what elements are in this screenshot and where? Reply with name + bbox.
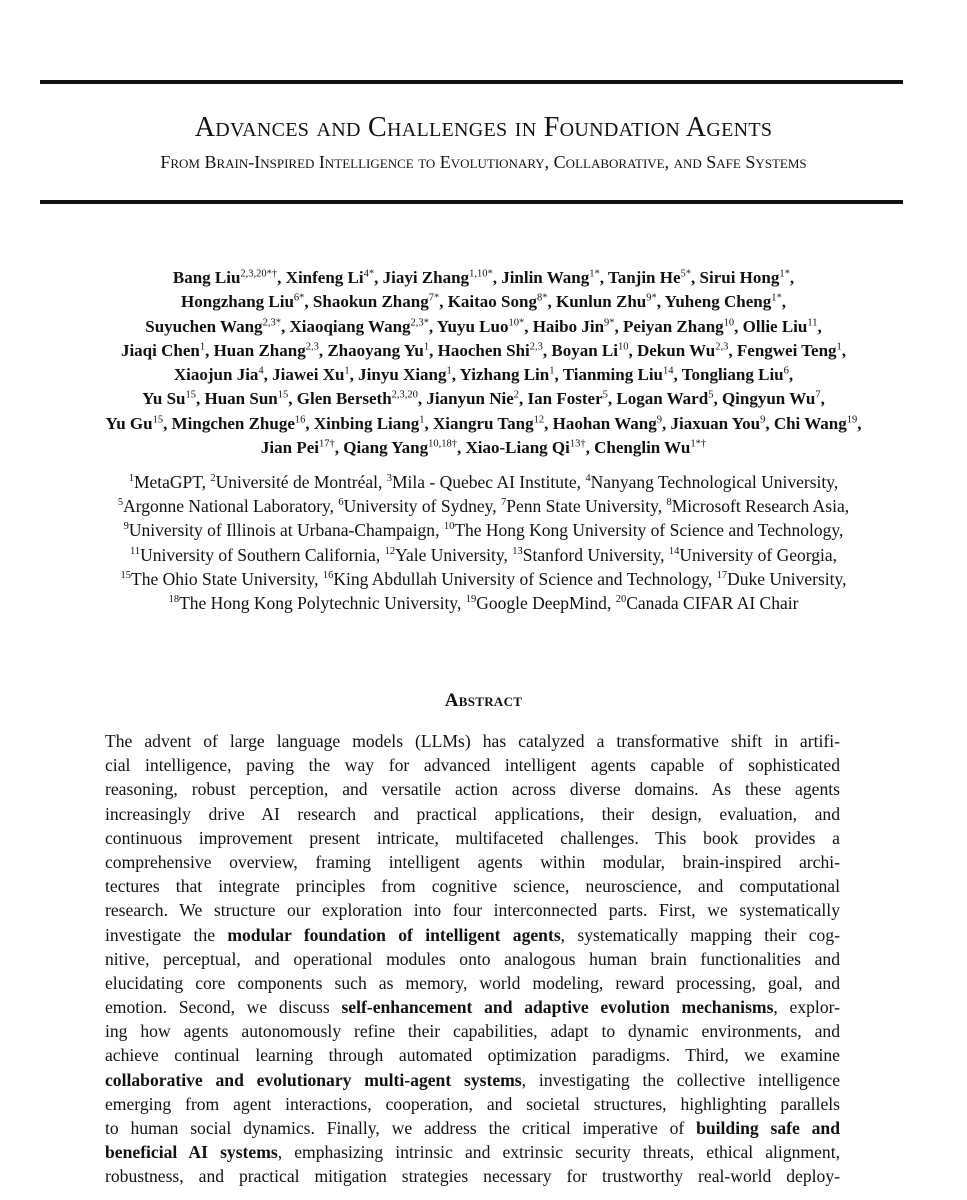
author-name: Chenglin Wu [594, 438, 691, 458]
abstract-line [105, 874, 840, 898]
abstract-text: research. We structure our exploration into four interconnected parts. First, we systematically [105, 900, 840, 921]
author-affil-mark: 1 [423, 341, 430, 353]
affiliation-separator: , [707, 568, 717, 589]
abstract-line [105, 1019, 840, 1043]
author-affil-mark: 5* [680, 268, 692, 280]
author-affil-mark: 1* [771, 292, 782, 304]
author-name: Jinyu Xiang [358, 365, 447, 385]
author-affil-mark: 9* [604, 316, 615, 328]
affiliation-number: 7 [500, 497, 507, 509]
author-name: Xinbing Liang [313, 413, 420, 433]
affiliation-name: Argonne National Laboratory [123, 496, 330, 517]
author-separator: , [334, 438, 344, 458]
affiliation-number: 3 [386, 473, 392, 485]
top-rule [40, 80, 903, 84]
author-separator: , [428, 316, 437, 336]
author-name: Yuheng Cheng [664, 292, 772, 312]
author-name: Huan Zhang [213, 340, 306, 360]
author-name: Jiaqi Chen [120, 340, 200, 360]
author-affil-mark: 14 [663, 365, 674, 377]
author-name: Dekun Wu [636, 340, 716, 360]
affiliation-separator: , [660, 544, 669, 565]
author-name: Jianyun Nie [426, 389, 514, 409]
author-separator: , [318, 340, 328, 360]
author-affil-mark: 2,3,20*† [240, 268, 278, 280]
author-affil-mark: 7* [428, 292, 440, 304]
abstract-line [105, 753, 840, 777]
author-separator: , [789, 268, 795, 287]
author-affil-mark: 9* [646, 292, 657, 304]
affiliation-number: 4 [585, 473, 591, 485]
affiliation-number: 8 [666, 497, 672, 509]
author-name: Sirui Hong [699, 268, 780, 287]
abstract-emphasis: collaborative and evolutionary multi-agent systems [105, 1069, 522, 1090]
author-name: Xinfeng Li [285, 268, 364, 287]
affiliation-separator: , [329, 496, 339, 517]
author-affil-mark: 15 [277, 389, 289, 401]
affiliation-name: Yale University [395, 544, 504, 565]
affiliation-number: 19 [465, 594, 477, 606]
author-affil-mark: 9 [760, 414, 766, 426]
affiliation-number: 5 [117, 497, 124, 509]
author-separator: , [305, 413, 314, 433]
author-separator: , [691, 268, 700, 287]
author-name: Ian Foster [527, 389, 603, 409]
author-name: Peiyan Zhang [623, 316, 724, 336]
affiliation-number: 20 [615, 594, 627, 606]
author-separator: , [429, 340, 438, 360]
affiliation-name: Penn State University [506, 496, 658, 517]
author-affil-mark: 9 [656, 414, 662, 426]
author-separator: , [424, 413, 433, 433]
abstract-text: tectures that integrate principles from cognitive science, neuroscience, and computational [105, 876, 840, 897]
affiliation-name: Duke University [727, 568, 843, 589]
affiliation-number: 12 [384, 545, 396, 557]
author-name: Glen Berseth [296, 389, 392, 409]
author-name: Yu Gu [105, 413, 153, 433]
affiliation-separator: , [435, 520, 444, 541]
author-affil-mark: 17† [318, 438, 335, 450]
author-affil-mark: 16 [294, 414, 306, 426]
abstract-text: robustness, and practical mitigation strategies necessary for trustworthy real-world deploy- [105, 1166, 840, 1187]
author-separator: , [524, 316, 533, 336]
author-separator: , [439, 292, 448, 312]
author-name: Xiao-Liang Qi [465, 438, 570, 458]
abstract-line [105, 995, 840, 1019]
affiliation-separator: , [492, 496, 501, 517]
abstract-text: emerging from agent interactions, cooperation, and societal structures, highlighting parallels [105, 1093, 840, 1114]
author-separator: , [781, 292, 786, 312]
affiliation-name: The Hong Kong University of Science and Technology [454, 520, 839, 541]
author-affil-mark: 2,3* [262, 316, 281, 328]
affiliation-line [0, 543, 967, 567]
author-name: Haohan Wang [552, 413, 657, 433]
author-separator: , [196, 389, 205, 409]
author-affil-mark: 13† [569, 438, 586, 450]
author-name: Qiang Yang [343, 438, 429, 458]
affiliation-name: Microsoft Research Asia [671, 496, 845, 517]
bottom-rule [40, 200, 903, 204]
abstract-line [105, 850, 840, 874]
author-name: Boyan Li [551, 340, 618, 360]
author-name: Haochen Shi [437, 340, 530, 360]
author-affil-mark: 6 [783, 365, 789, 377]
abstract-text: The advent of large language models (LLMs) has catalyzed a transformative shift in artifi- [105, 731, 840, 751]
abstract-line [105, 1116, 840, 1140]
author-name: Yu Su [142, 389, 186, 409]
abstract-line [105, 1043, 840, 1067]
author-name: Tianming Liu [562, 365, 664, 385]
author-separator: , [451, 365, 460, 385]
author-separator: , [417, 389, 427, 409]
author-separator: , [547, 292, 556, 312]
author-name: Xiaojun Jia [173, 365, 259, 385]
affiliation-number: 6 [338, 497, 344, 509]
abstract-line [105, 1092, 840, 1116]
affiliation-name: Google DeepMind [476, 593, 607, 614]
author-name: Chi Wang [773, 413, 847, 433]
author-separator: , [599, 268, 608, 287]
affiliation-separator: , [844, 496, 850, 517]
affiliation-name: King Abdullah University of Science and Technology [333, 568, 708, 589]
author-separator: , [841, 340, 847, 360]
author-affil-mark: 1,10* [469, 268, 493, 280]
author-line [0, 412, 967, 436]
author-separator: , [820, 389, 825, 409]
author-affil-mark: 10,18† [428, 438, 457, 450]
affiliation-name: Université de Montréal [215, 472, 378, 492]
affiliation-number: 1 [128, 473, 134, 485]
affiliation-number: 13 [512, 545, 523, 557]
affiliation-separator: , [833, 472, 839, 492]
abstract-line [105, 826, 840, 850]
author-affil-mark: 10* [508, 316, 525, 328]
affiliation-separator: , [314, 568, 323, 589]
author-name: Kunlun Zhu [555, 292, 647, 312]
author-affil-mark: 7 [815, 389, 821, 401]
affiliation-number: 17 [716, 569, 728, 581]
author-name: Zhaoyang Yu [327, 340, 424, 360]
abstract-emphasis: modular foundation of intelligent agents [227, 924, 561, 945]
affiliation-separator: , [838, 520, 844, 541]
abstract-text: nitive, perceptual, and operational modules onto analogous human brain functionalities and [105, 948, 840, 969]
author-affil-mark: 2 [513, 389, 520, 401]
affiliation-separator: , [576, 472, 586, 492]
abstract-text: , investigating the collective intelligence [521, 1069, 840, 1090]
author-separator: , [542, 340, 552, 360]
abstract-line [105, 923, 840, 947]
affiliation-number: 2 [210, 473, 216, 485]
author-separator: , [163, 413, 172, 433]
abstract-body [105, 729, 840, 1189]
author-line [0, 315, 967, 339]
abstract-text: to human social dynamics. Finally, we address the critical imperative of [105, 1118, 697, 1138]
author-separator: , [728, 340, 737, 360]
author-name: Xiangru Tang [432, 413, 534, 433]
affiliation-separator: , [842, 568, 847, 589]
affiliation-line [0, 494, 967, 518]
affiliation-name: Stanford University [522, 544, 661, 565]
author-affil-mark: 5 [602, 389, 608, 401]
author-separator: , [585, 438, 595, 458]
author-name: Fengwei Teng [736, 340, 837, 360]
abstract-text: increasingly drive AI research and practical applications, their design, evaluation, and [105, 803, 840, 824]
affiliation-name: University of Southern California [140, 544, 376, 565]
author-name: Huan Sun [204, 389, 278, 409]
abstract-emphasis: beneficial AI systems [105, 1142, 278, 1163]
author-affil-mark: 1* [589, 268, 600, 280]
author-name: Mingchen Zhuge [171, 413, 295, 433]
affiliation-number: 9 [123, 521, 129, 533]
author-affil-mark: 2,3* [410, 316, 429, 328]
abstract-emphasis: self-enhancement and adaptive evolution mechanisms [341, 997, 774, 1018]
author-separator: , [277, 268, 286, 287]
author-affil-mark: 1 [199, 341, 206, 353]
abstract-emphasis: building safe and [696, 1118, 840, 1138]
author-name: Tanjin He [607, 268, 681, 287]
abstract-line [105, 1068, 840, 1092]
affiliation-number: 11 [129, 545, 141, 557]
author-name: Shaokun Zhang [312, 292, 429, 312]
abstract-text: comprehensive overview, framing intelligent agents within modular, brain-inspired archi- [105, 851, 840, 872]
paper-title: Advances and Challenges in Foundation Agents [194, 112, 773, 143]
author-line [0, 339, 967, 363]
author-affil-mark: 8* [536, 292, 548, 304]
author-line [0, 436, 967, 460]
author-separator: , [656, 292, 665, 312]
author-affil-mark: 2,3 [529, 341, 543, 353]
abstract-line [105, 1164, 840, 1188]
author-name: Ollie Liu [742, 316, 808, 336]
author-name: Jian Pei [260, 438, 319, 458]
author-name: Yuyu Luo [436, 316, 509, 336]
affiliation-name: Canada CIFAR AI Chair [626, 593, 799, 614]
author-separator: , [288, 389, 297, 409]
author-separator: , [628, 340, 637, 360]
affiliation-separator: , [456, 593, 466, 614]
abstract-line [105, 898, 840, 922]
author-separator: , [205, 340, 214, 360]
paper-subtitle: From Brain-Inspired Intelligence to Evolutionary, Collaborative, and Safe Systems [160, 152, 807, 172]
author-affil-mark: 19 [846, 414, 858, 426]
affiliation-separator: , [375, 544, 385, 565]
author-separator: , [614, 316, 624, 336]
author-affil-mark: 6* [293, 292, 305, 304]
author-affil-mark: 1 [419, 414, 425, 426]
author-separator: , [765, 413, 774, 433]
author-list [0, 266, 967, 460]
author-name: Xiaoqiang Wang [289, 316, 411, 336]
author-affil-mark: 11 [807, 316, 818, 328]
author-separator: , [788, 365, 794, 385]
author-separator: , [349, 365, 359, 385]
abstract-line [105, 802, 840, 826]
author-name: Haibo Jin [532, 316, 605, 336]
abstract-text: ing how agents autonomously refine their capabilities, adapt to dynamic environments, and [105, 1021, 840, 1042]
author-separator: , [456, 438, 466, 458]
abstract-text: elucidating core components such as memory, world modeling, reward processing, goal, and [105, 972, 840, 993]
abstract-text: reasoning, robust perception, and versatile action across diverse domains. As these agents [105, 779, 840, 800]
affiliation-name: The Ohio State University [131, 568, 315, 589]
author-name: Suyuchen Wang [145, 316, 263, 336]
affiliation-separator: , [657, 496, 667, 517]
author-affil-mark: 1 [344, 365, 350, 377]
author-separator: , [304, 292, 313, 312]
author-affil-mark: 10 [723, 316, 735, 328]
affiliation-name: University of Georgia [679, 544, 833, 565]
abstract-line [105, 1140, 840, 1164]
author-affil-mark: 15 [152, 414, 164, 426]
author-name: Qingyun Wu [721, 389, 816, 409]
abstract-heading: Abstract [444, 690, 523, 711]
author-separator: , [280, 316, 290, 336]
abstract-line [105, 777, 840, 801]
author-affil-mark: 1* [779, 268, 790, 280]
author-affil-mark: 1 [446, 365, 452, 377]
affiliation-number: 14 [668, 545, 680, 557]
affiliation-line [0, 518, 967, 542]
author-name: Hongzhang Liu [181, 292, 294, 312]
author-separator: , [673, 365, 682, 385]
author-separator: , [857, 413, 862, 433]
affiliation-separator: , [503, 544, 513, 565]
abstract-line [105, 971, 840, 995]
author-affil-mark: 2,3 [715, 341, 729, 353]
author-name: Yizhang Lin [459, 365, 550, 385]
author-separator: , [374, 268, 383, 287]
author-name: Jiaxuan You [670, 413, 761, 433]
affiliation-line [0, 470, 967, 494]
abstract-text: , emphasizing intrinsic and extrinsic security threats, ethical alignment, [277, 1142, 840, 1163]
author-separator: , [263, 365, 273, 385]
author-separator: , [519, 389, 528, 409]
affiliation-separator: , [606, 593, 616, 614]
abstract-text: , systematically mapping their cog- [560, 924, 840, 945]
author-separator: , [554, 365, 563, 385]
affiliation-name: University of Illinois at Urbana-Champaign [128, 520, 436, 541]
author-name: Bang Liu [172, 268, 241, 287]
author-affil-mark: 4 [258, 365, 264, 377]
abstract-text: emotion. Second, we discuss [105, 997, 342, 1018]
author-name: Logan Ward [616, 389, 709, 409]
abstract-line [105, 729, 840, 753]
author-affil-mark: 12 [533, 414, 545, 426]
affiliation-number: 10 [443, 521, 455, 533]
author-separator: , [817, 316, 822, 336]
author-affil-mark: 1*† [690, 438, 707, 450]
author-separator: , [492, 268, 502, 287]
affiliation-number: 16 [322, 569, 334, 581]
affiliation-separator: , [377, 472, 387, 492]
author-affil-mark: 1 [549, 365, 555, 377]
author-line [0, 387, 967, 411]
author-affil-mark: 2,3,20 [391, 389, 418, 401]
abstract-text: cial intelligence, paving the way for advanced intelligent agents capable of sophisticated [105, 755, 840, 776]
affiliation-list [0, 470, 967, 615]
abstract-text: investigate the [105, 924, 228, 945]
affiliation-number: 15 [120, 569, 132, 581]
affiliation-separator: , [832, 544, 838, 565]
author-name: Kaitao Song [447, 292, 537, 312]
author-name: Jiawei Xu [272, 365, 345, 385]
abstract-text: achieve continual learning through automated optimization paradigms. Third, we examine [105, 1045, 840, 1066]
affiliation-name: Mila - Quebec AI Institute [391, 472, 577, 492]
abstract-text: , explor- [773, 997, 840, 1018]
affiliation-separator: , [201, 472, 211, 492]
author-separator: , [713, 389, 722, 409]
author-separator: , [734, 316, 743, 336]
author-affil-mark: 4* [363, 268, 375, 280]
author-name: Tongliang Liu [681, 365, 784, 385]
author-affil-mark: 1 [836, 341, 842, 353]
abstract-line [105, 947, 840, 971]
author-separator: , [544, 413, 553, 433]
affiliation-name: Nanyang Technological University [590, 472, 834, 492]
author-affil-mark: 5 [708, 389, 714, 401]
affiliation-line [0, 567, 967, 591]
author-separator: , [661, 413, 671, 433]
author-affil-mark: 15 [185, 389, 196, 401]
author-name: Jinlin Wang [501, 268, 590, 287]
affiliation-number: 18 [168, 594, 180, 606]
affiliation-line [0, 591, 967, 615]
author-name: Jiayi Zhang [382, 268, 470, 287]
author-separator: , [607, 389, 617, 409]
abstract-text: continuous improvement present intricate, multifaceted challenges. This book provides a [105, 827, 840, 848]
author-line [0, 266, 967, 290]
author-line [0, 363, 967, 387]
author-affil-mark: 2,3 [305, 341, 319, 353]
author-line [0, 290, 967, 314]
author-affil-mark: 10 [617, 341, 629, 353]
affiliation-name: The Hong Kong Polytechnic University [179, 593, 457, 614]
affiliation-name: MetaGPT [133, 472, 202, 492]
affiliation-name: University of Sydney [343, 496, 493, 517]
